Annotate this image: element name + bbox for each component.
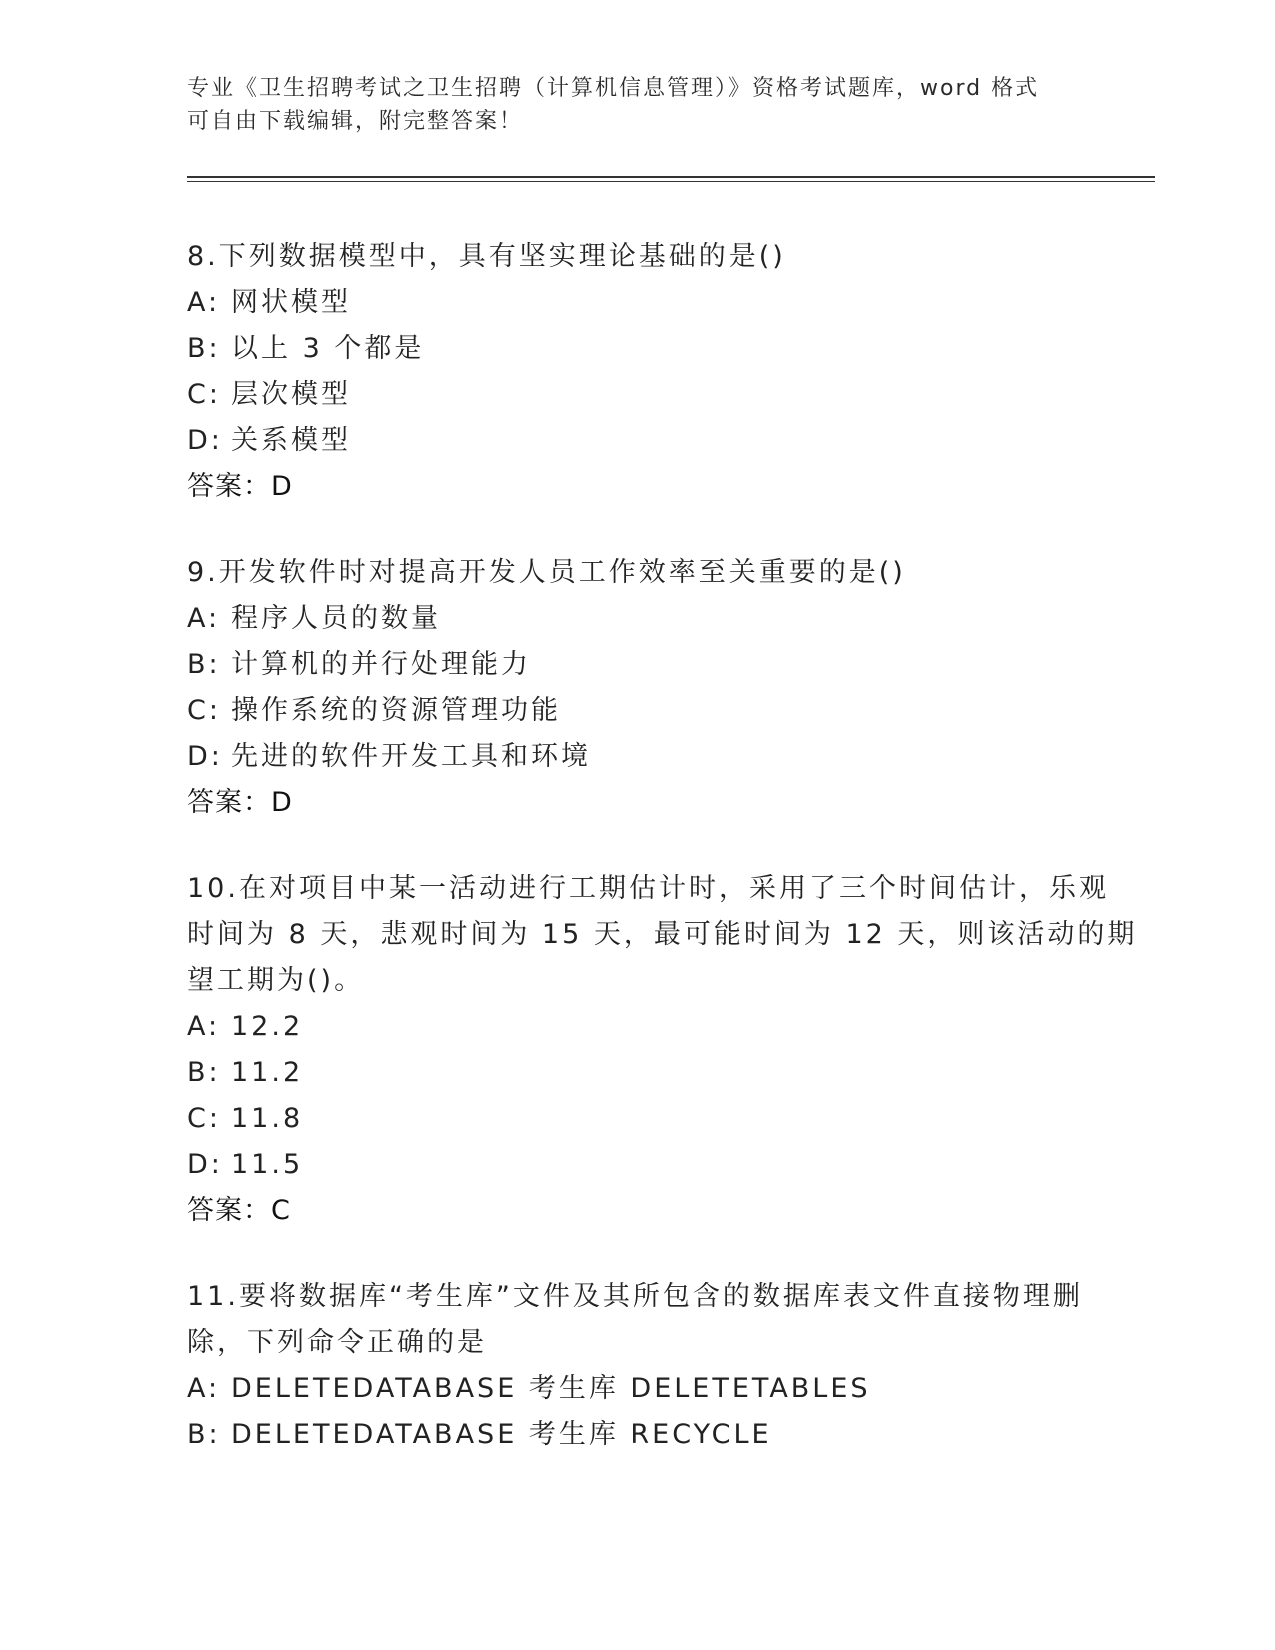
answer-line: 答案：D [187, 471, 293, 502]
question-block [187, 234, 1087, 510]
header-divider-thick [187, 176, 1155, 178]
option-text: 12.2 [231, 1011, 304, 1042]
option-item [187, 596, 1087, 642]
option-item [187, 280, 1087, 326]
option-label: D: [187, 1149, 223, 1180]
header-line-2: 可自由下载编辑，附完整答案！ [187, 109, 524, 134]
question-block [187, 550, 1087, 826]
option-item [187, 734, 1087, 780]
option-text: 11.2 [231, 1057, 304, 1088]
option-item [187, 326, 1087, 372]
option-text: DELETEDATABASE 考生库 DELETETABLES [231, 1373, 871, 1404]
option-text: 程序人员的数量 [231, 603, 441, 634]
option-item [187, 1366, 1087, 1412]
option-label: A: [187, 603, 221, 634]
question-stem-line: 10.在对项目中某一活动进行工期估计时，采用了三个时间估计，乐观 [187, 873, 1109, 904]
question-block [187, 866, 1138, 1234]
question-stem-line: 8.下列数据模型中，具有坚实理论基础的是() [187, 241, 786, 272]
option-item [187, 642, 1087, 688]
option-text: 计算机的并行处理能力 [231, 649, 531, 680]
question-stem-line: 除，下列命令正确的是 [187, 1327, 487, 1358]
option-item [187, 1050, 1087, 1096]
option-label: A: [187, 1373, 221, 1404]
answer-line: 答案：D [187, 787, 293, 818]
option-item [187, 372, 1087, 418]
option-text: 以上 3 个都是 [231, 333, 425, 364]
option-text: 11.8 [231, 1103, 304, 1134]
option-label: B: [187, 649, 221, 680]
option-item [187, 1096, 1087, 1142]
option-text: DELETEDATABASE 考生库 RECYCLE [231, 1419, 772, 1450]
answer-line: 答案：C [187, 1195, 291, 1226]
option-item [187, 1412, 1087, 1458]
document-header [187, 72, 1067, 138]
option-label: B: [187, 1057, 221, 1088]
option-label: B: [187, 1419, 221, 1450]
option-label: A: [187, 287, 221, 318]
header-line-1: 专业《卫生招聘考试之卫生招聘（计算机信息管理）》资格考试题库，word 格式 [187, 76, 1040, 101]
header-divider-thin [187, 181, 1155, 182]
question-stem-line: 9.开发软件时对提高开发人员工作效率至关重要的是() [187, 557, 906, 588]
option-text: 先进的软件开发工具和环境 [231, 741, 591, 772]
option-text: 网状模型 [231, 287, 351, 318]
option-text: 层次模型 [231, 379, 351, 410]
option-text: 关系模型 [231, 425, 351, 456]
option-label: C: [187, 1103, 221, 1134]
question-list [187, 234, 1138, 1498]
question-stem-line: 望工期为()。 [187, 965, 365, 996]
option-label: D: [187, 425, 223, 456]
option-item [187, 1004, 1087, 1050]
option-label: B: [187, 333, 221, 364]
option-label: C: [187, 379, 221, 410]
option-item [187, 1142, 1087, 1188]
option-label: D: [187, 741, 223, 772]
option-label: C: [187, 695, 221, 726]
option-label: A: [187, 1011, 221, 1042]
option-item [187, 688, 1087, 734]
question-stem-line: 时间为 8 天，悲观时间为 15 天，最可能时间为 12 天，则该活动的期 [187, 919, 1138, 950]
option-item [187, 418, 1087, 464]
question-stem-line: 11.要将数据库“考生库”文件及其所包含的数据库表文件直接物理删 [187, 1281, 1083, 1312]
option-text: 操作系统的资源管理功能 [231, 695, 561, 726]
option-text: 11.5 [231, 1149, 304, 1180]
question-block [187, 1274, 1087, 1458]
